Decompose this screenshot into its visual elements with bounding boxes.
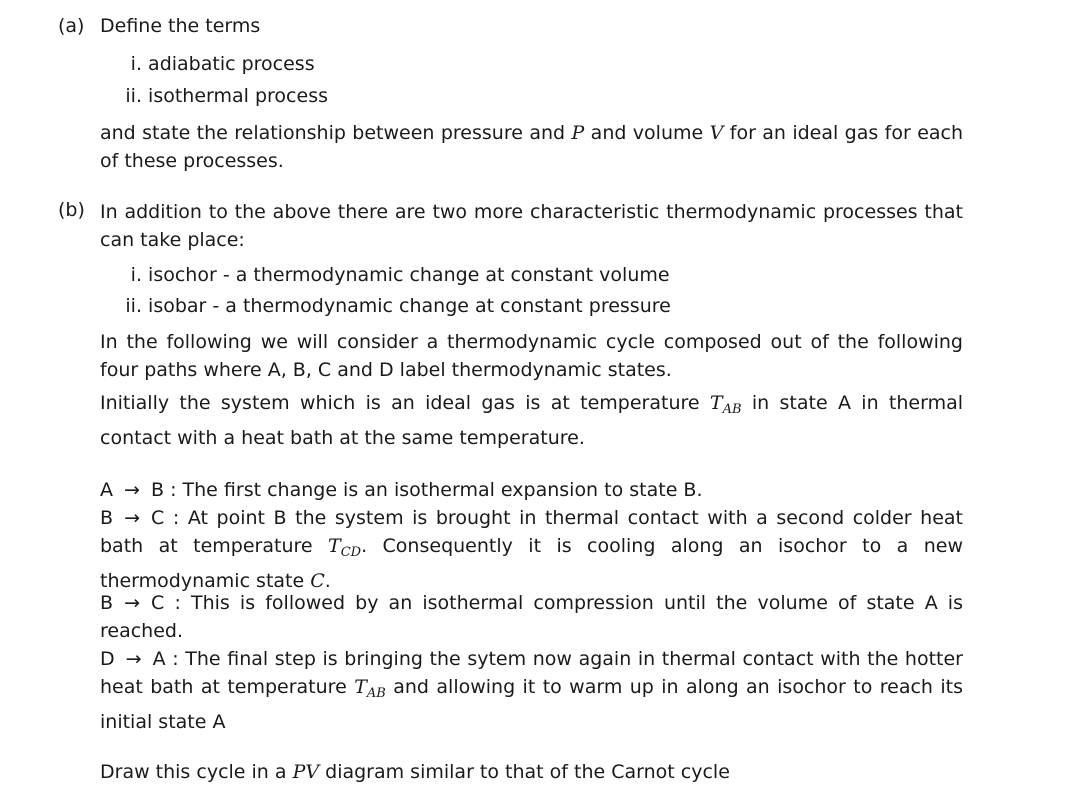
item-text: isothermal process [148, 85, 328, 107]
part-b-item-2 [110, 295, 671, 317]
pressure-symbol: P [571, 122, 585, 144]
part-a-label: (a) [58, 15, 85, 37]
volume-symbol: V [709, 122, 724, 144]
initial-state-paragraph: Initially the system which is an ideal gas is at temperature $T_{AB}$ in state A in thermal contact with a heat bath at the same temperature. [100, 392, 964, 449]
item-text: adiabatic process [148, 53, 315, 75]
part-b-label: (b) [58, 199, 85, 221]
arrow-icon: → [124, 507, 140, 529]
temperature-symbol: $T_{CD}$ [328, 535, 362, 560]
item-number: ii. [125, 295, 142, 317]
item-number: i. [130, 264, 142, 286]
pv-symbol: PV [292, 761, 320, 783]
part-a-item-1 [110, 53, 315, 75]
item-number: ii. [125, 85, 142, 107]
item-text: isobar - a thermodynamic change at constant pressure [148, 295, 671, 317]
part-a-intro: Define the terms [100, 15, 261, 37]
step-b-c: B → C : At point B the system is brought in thermal contact with a second colder heat bath at temperature $T_{CD}$. Consequently it is cooling along an isochor to a new thermodynamic state C. [100, 504, 963, 595]
step-a-b: A → B : The first change is an isothermal expansion to state B. [100, 476, 963, 504]
arrow-icon: → [125, 648, 142, 670]
part-b-item-1 [110, 264, 670, 286]
arrow-icon: → [124, 479, 140, 501]
part-a-relation: and state the relationship between pressure and P and volume V for an ideal gas for each of these processes. [100, 122, 964, 172]
item-text: isochor - a thermodynamic change at constant volume [148, 264, 670, 286]
part-b-intro: In addition to the above there are two more characteristic thermodynamic processes that can take place: [100, 201, 963, 251]
cycle-intro: In the following we will consider a thermodynamic cycle composed out of the following four paths where A, B, C and D label thermodynamic states. [100, 331, 963, 381]
temperature-symbol: $T_{AB}$ [709, 392, 742, 417]
item-number: i. [130, 53, 142, 75]
part-a-item-2 [110, 85, 328, 107]
temperature-symbol: $T_{AB}$ [354, 676, 386, 701]
final-instruction: Draw this cycle in a PV diagram similar to that of the Carnot cycle [100, 761, 730, 783]
step-isothermal-compression: B → C : This is followed by an isothermal compression until the volume of state A is reached. [100, 589, 963, 645]
state-symbol: C [310, 570, 325, 592]
arrow-icon: → [124, 592, 140, 614]
step-d-a: D → A : The final step is bringing the sytem now again in thermal contact with the hotter heat bath at temperature $T_{AB}$ and allowing it to warm up in along an isochor to reach its initial state A [100, 645, 963, 736]
